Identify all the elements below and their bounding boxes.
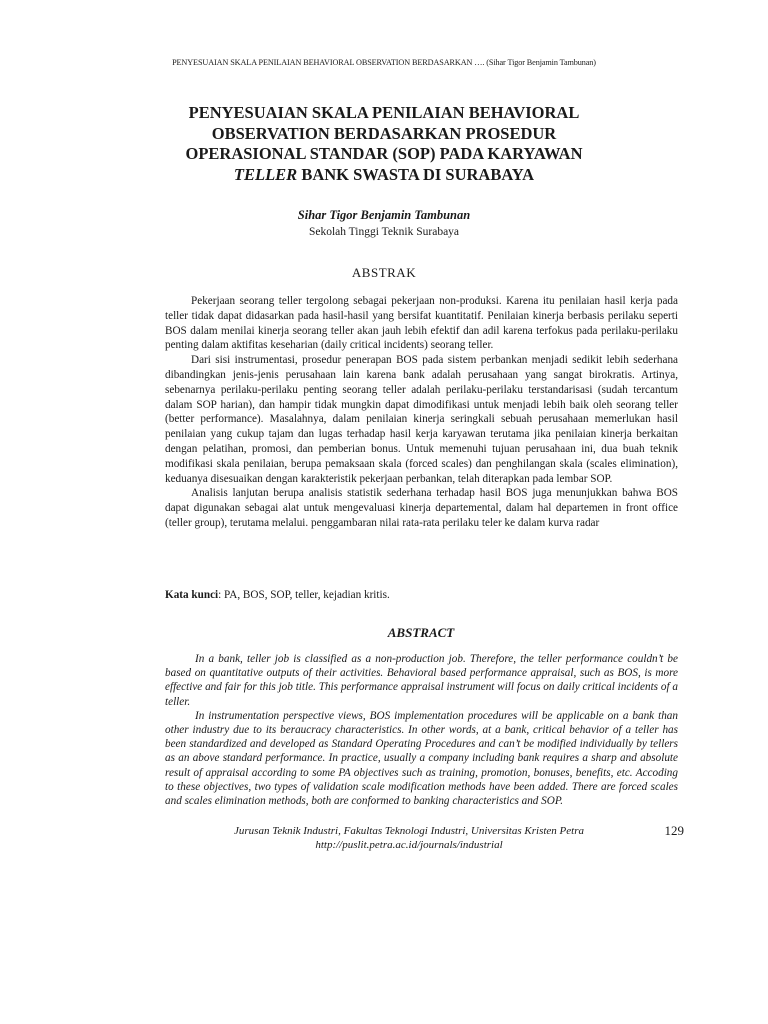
author-name: Sihar Tigor Benjamin Tambunan <box>297 208 471 222</box>
abstract-paragraph: In instrumentation perspective views, BOS implementation procedures will be applicable on a bank than other industry due to its beraucracy characteristics. In other words, at a bank, critical behavior of a teller has been standardized and developed as Standard Operating Procedures and can’t be modified individually by tellers as an above standard performance. In practice, usually a company including bank requires a sharp and absolute result of appraisal according to some PA objectives such as training, promotion, bonuses, benefits, etc. Accoding to these objectives, two types of validation scale modification methods have been added. There are forced scales and scales elimination methods, both are conformed to banking characteristics and SOP. <box>165 709 678 808</box>
title-teller-italic: TELLER <box>233 164 298 184</box>
paper-title <box>140 103 628 185</box>
title-line-2: OBSERVATION BERDASARKAN PROSEDUR <box>211 123 557 143</box>
running-header: PENYESUAIAN SKALA PENILAIAN BEHAVIORAL OBSERVATION BERDASARKAN …. (Sihar Tigor Benjamin Tambunan) <box>172 58 596 67</box>
footer-institution: Jurusan Teknik Industri, Fakultas Teknologi Industri, Universitas Kristen Petra <box>234 825 584 837</box>
abstrak-paragraph: Analisis lanjutan berupa analisis statistik sederhana terhadap hasil BOS juga menunjukkan bahwa BOS dapat digunakan sebagai alat untuk mengevaluasi kinerja departemental, dalam hal departemen in front office (teller group), terutama melalui. penggambaran nilai rata-rata perilaku teler ke dalam kurva radar <box>165 487 678 529</box>
abstract-paragraph: In a bank, teller job is classified as a non-production job. Therefore, the teller performance couldn’t be based on quantitative outputs of their activities. Behavioral based performance appraisal, such as BOS, is more effective and fair for this job title. This performance appraisal instrument will focus on daily critical incidents of a teller. <box>165 653 678 708</box>
title-line-1: PENYESUAIAN SKALA PENILAIAN BEHAVIORAL <box>188 103 580 122</box>
keywords-text: : PA, BOS, SOP, teller, kejadian kritis. <box>218 589 390 601</box>
abstrak-heading: ABSTRAK <box>351 265 417 280</box>
title-line-4 <box>140 165 628 186</box>
abstrak-paragraph: Pekerjaan seorang teller tergolong sebagai pekerjaan non-produksi. Karena itu penilaian hasil kerja pada teller tidak dapat didasarkan pada hasil-hasil yang bersifat kuantitatif. Penilaian kinerja berbasis perilaku seperti BOS dalam menilai kinerja seorang teller akan jauh lebih efektif dan adil karena terfokus pada perilaku-perilaku penting dalam aktifitas keseharian (daily critical incidents) seorang teller. <box>165 295 678 352</box>
abstract-heading: ABSTRACT <box>387 625 455 640</box>
author-affiliation: Sekolah Tinggi Teknik Surabaya <box>308 226 460 238</box>
abstract-body <box>165 652 678 808</box>
keywords-label: Kata kunci <box>165 589 219 601</box>
keywords <box>165 589 678 601</box>
abstrak-paragraph: Dari sisi instrumentasi, prosedur penerapan BOS pada sistem perbankan menjadi sedikit lebih sederhana dibandingkan jenis-jenis perusahaan lain karena bank adalah perusahaan yang sangat birokratis. Artinya, sebenarnya perilaku-perilaku penting seorang teller adalah perilaku-perilaku terstandarisasi (sudah tercantum dalam SOP harian), dan hampir tidak mungkin dapat dimodifikasi untuk menjadi lebih baik oleh seorang teller (better performance). Masalahnya, dalam penilaian kinerja seringkali sebuah perusahaan memerlukan hasil penilaian yang cukup tajam dan lugas terhadap hasil kerja karyawan terutama jika penilaian kinerja berkaitan dengan pelatihan, promosi, dan pemberian bonus. Untuk memenuhi tujuan perusahaan ini, dua buah teknik modifikasi skala penilaian, berupa pemaksaan skala (forced scales) dan penghilangan skala (scales elimination), keduanya disesuaikan dengan karakteristik pekerjaan perbankan, telah diterapkan pada lembar SOP. <box>165 354 678 485</box>
footer-url: http://puslit.petra.ac.id/journals/industrial <box>315 839 503 851</box>
page-footer <box>165 824 653 852</box>
abstrak-body <box>165 294 678 531</box>
title-line-4-rest: BANK SWASTA DI SURABAYA <box>297 164 535 184</box>
page-number: 129 <box>664 823 684 838</box>
title-line-3: OPERASIONAL STANDAR (SOP) PADA KARYAWAN <box>185 144 583 163</box>
